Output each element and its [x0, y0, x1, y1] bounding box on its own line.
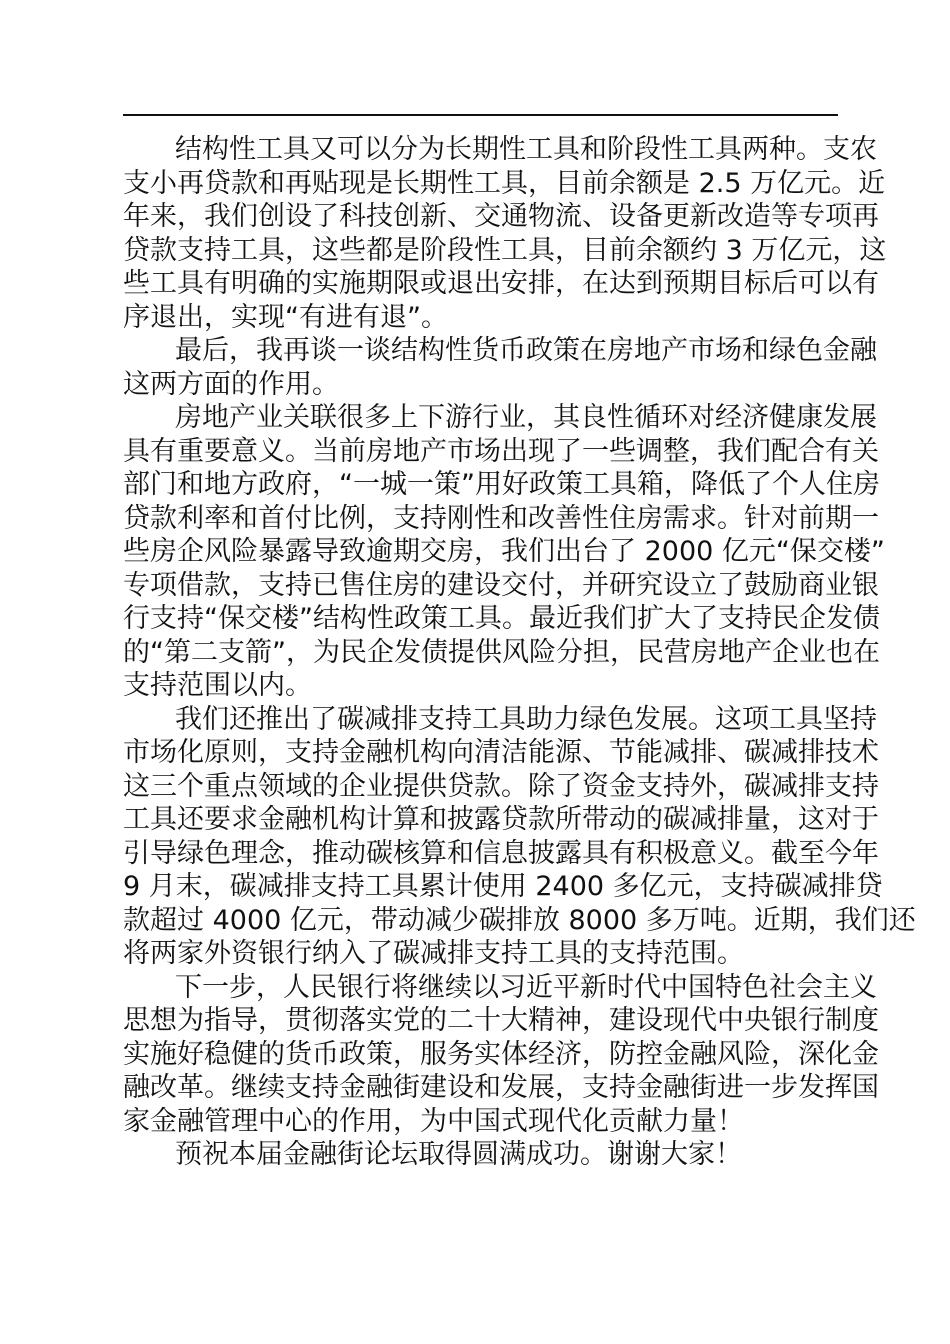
text-line: 贷款利率和首付比例，支持刚性和改善性住房需求。针对前期一 — [123, 502, 879, 534]
text-line: 支持范围以内。 — [123, 670, 312, 701]
text-line: 最后，我再谈一谈结构性货币政策在房地产市场和绿色金融 — [175, 335, 877, 366]
paragraph — [123, 133, 887, 334]
text-line: 些工具有明确的实施期限或退出安排，在达到预期目标后可以有 — [123, 268, 879, 299]
text-line: 思想为指导，贯彻落实党的二十大精神，建设现代中央银行制度 — [123, 1005, 879, 1036]
text-line: 这三个重点领域的企业提供贷款。除了资金支持外，碳减排支持 — [123, 770, 879, 802]
text-line: 结构性工具又可以分为长期性工具和阶段性工具两种。支农 — [175, 134, 877, 165]
document-body — [123, 133, 916, 1172]
text-line: 引导绿色理念，推动碳核算和信息披露具有积极意义。截至今年 — [123, 837, 879, 869]
text-line: 年来，我们创设了科技创新、交通物流、设备更新改造等专项再 — [123, 201, 879, 232]
paragraph — [123, 971, 879, 1139]
text-line: 预祝本届金融街论坛取得圆满成功。谢谢大家！ — [175, 1139, 742, 1170]
text-line: 9 月末，碳减排支持工具累计使用 2400 多亿元，支持碳减排贷 — [123, 871, 883, 902]
paragraph — [123, 334, 877, 401]
text-line: 行支持“保交楼”结构性政策工具。最近我们扩大了支持民企发债 — [123, 603, 880, 634]
text-line: 专项借款，支持已售住房的建设交付，并研究设立了鼓励商业银 — [123, 569, 879, 601]
paragraph — [123, 1138, 838, 1172]
text-line: 序退出，实现“有进有退”。 — [123, 301, 448, 333]
text-line: 具有重要意义。当前房地产市场出现了一些调整，我们配合有关 — [123, 435, 879, 467]
text-line: 些房企风险暴露导致逾期交房，我们出台了 2000 亿元“保交楼” — [123, 536, 885, 567]
text-line: 支小再贷款和再贴现是长期性工具，目前余额是 2.5 万亿元。近 — [123, 167, 886, 199]
header-rule — [123, 114, 838, 116]
text-line: 实施好稳健的货币政策，服务实体经济，防控金融风险，深化金 — [123, 1038, 879, 1070]
text-line: 工具还要求金融机构计算和披露贷款所带动的碳减排量，这对于 — [123, 804, 879, 835]
text-line: 市场化原则，支持金融机构向清洁能源、节能减排、碳减排技术 — [123, 737, 879, 768]
text-line: 融改革。继续支持金融街建设和发展，支持金融街进一步发挥国 — [123, 1072, 879, 1103]
text-line: 款超过 4000 亿元，带动减少碳排放 8000 多万吨。近期，我们还 — [123, 904, 916, 936]
text-line: 部门和地方政府，“一城一策”用好政策工具箱，降低了个人住房 — [123, 469, 880, 500]
text-line: 将两家外资银行纳入了碳减排支持工具的支持范围。 — [123, 938, 744, 969]
text-line: 这两方面的作用。 — [123, 368, 339, 400]
text-line: 下一步，人民银行将继续以习近平新时代中国特色社会主义 — [175, 971, 877, 1003]
text-line: 我们还推出了碳减排支持工具助力绿色发展。这项工具坚持 — [175, 703, 877, 735]
text-line: 的“第二支箭”，为民企发债提供风险分担，民营房地产企业也在 — [123, 636, 880, 668]
text-line: 家金融管理中心的作用，为中国式现代化贡献力量！ — [123, 1105, 744, 1137]
text-line: 房地产业关联很多上下游行业，其良性循环对经济健康发展 — [175, 402, 877, 433]
text-line: 贷款支持工具，这些都是阶段性工具，目前余额约 3 万亿元，这 — [123, 234, 887, 266]
paragraph — [123, 703, 916, 971]
paragraph — [123, 401, 885, 703]
